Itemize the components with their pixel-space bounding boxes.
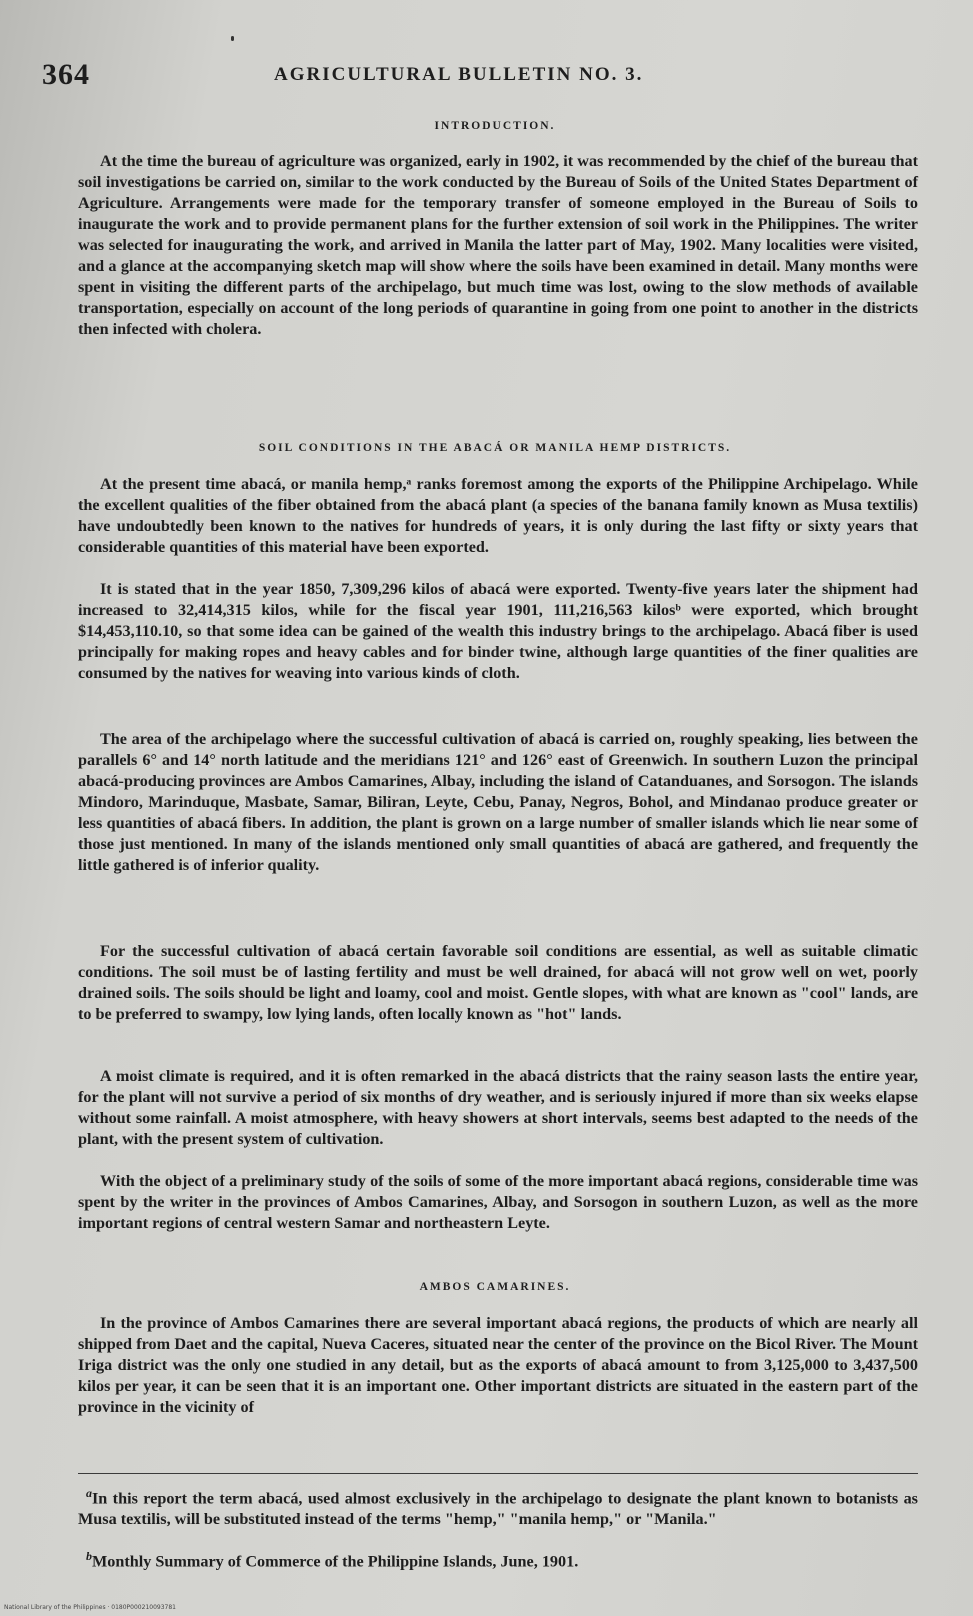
paragraph: For the successful cultivation of abacá certain favorable soil conditions are essential, as well as suitable climatic conditions. The soil must be of lasting fertility and must be well drained, for abacá will not grow well on wet, poorly drained soils. The soils should be light and loamy, cool and moist. Gentle slopes, with what are known as "cool" lands, are to be preferred to swampy, low lying lands, often locally known as "hot" lands. [78,942,918,1023]
paragraph: At the time the bureau of agriculture was organized, early in 1902, it was recommended by the chief of the bureau that soil investigations be carried on, similar to the work conducted by the Bureau of Soils of the United States Department of Agriculture. Arrangements were made for the temporary transfer of someone employed in the Bureau of Soils to inaugurate the work and to provide permanent plans for the further extension of soil work in the Philippines. The writer was selected for inaugurating the work, and arrived in Manila the latter part of May, 1902. Many localities were visited, and a glance at the accompanying sketch map will show where the soils have been examined in detail. Many months were spent in visiting the different parts of the archipelago, but much time was lost, owing to the slow methods of available transportation, especially on account of the long periods of quarantine in going from one point to another in the districts then infected with cholera. [78,152,918,338]
footnote-mark: a [86,1486,92,1500]
paragraph: The area of the archipelago where the successful cultivation of abacá is carried on, roughly speaking, lies between the parallels 6° and 14° north latitude and the meridians 121° and 126° east of Greenwich. In southern Luzon the principal abacá-producing provinces are Ambos Camarines, Albay, including the island of Catanduanes, and Sorsogon. The islands Mindoro, Marinduque, Masbate, Samar, Biliran, Leyte, Cebu, Panay, Negros, Bohol, and Mindanao produce greater or less quantities of abacá fibers. In addition, the plant is grown on a large number of smaller islands which lie near some of those just mentioned. In many of the islands mentioned only small quantities of abacá are gathered, and frequently the little gathered is of inferior quality. [78,730,918,874]
footnote-text: In this report the term abacá, used almost exclusively in the archipelago to designate the plant known to botanists as Musa textilis, will be substituted instead of the terms "hemp," "manila hemp," or "Manila." [78,1489,918,1529]
scan-credit: National Library of the Philippines · 0180P000210093781 [4,1604,176,1611]
section-heading-ambos-camarines: AMBOS CAMARINES. [419,1281,571,1293]
running-head: AGRICULTURAL BULLETIN NO. 3. [274,64,644,85]
section-heading-soil-conditions: SOIL CONDITIONS IN THE ABACÁ OR MANILA HEMP DISTRICTS. [258,442,732,454]
paragraph: With the object of a preliminary study of the soils of some of the more important abacá regions, considerable time was spent by the writer in the provinces of Ambos Camarines, Albay, and Sorsogon in southern Luzon, as well as the more important regions of central western Samar and northeastern Leyte. [78,1172,918,1232]
page-header [42,58,942,92]
page-number: 364 [42,58,90,91]
footnote-mark: b [86,1549,92,1563]
paragraph: A moist climate is required, and it is often remarked in the abacá districts that the rainy season lasts the entire year, for the plant will not survive a period of six months of dry weather, and is seriously injured if more than six weeks elapse without some rainfall. A moist atmosphere, with heavy showers at short intervals, seems best adapted to the needs of the plant, with the present system of cultivation. [78,1067,918,1148]
footnote-a [78,1483,918,1530]
paragraph: In the province of Ambos Camarines there are several important abacá regions, the products of which are nearly all shipped from Daet and the capital, Nueva Caceres, situated near the center of the province on the Bicol River. The Mount Iriga district was the only one studied in any detail, but as the exports of abacá amount to from 3,125,000 to 3,437,500 kilos per year, it can be seen that it is an important one. Other important districts are situated in the eastern part of the province in the vicinity of [78,1314,918,1416]
footnote-rule [78,1473,918,1474]
section-heading-introduction: INTRODUCTION. [434,120,556,132]
footnote-text: Monthly Summary of Commerce of the Philippine Islands, June, 1901. [92,1552,579,1571]
paragraph: At the present time abacá, or manila hemp,ᵃ ranks foremost among the exports of the Philippine Archipelago. While the excellent qualities of the fiber obtained from the abacá plant (a species of the banana family known as Musa textilis) have undoubtedly been known to the natives for hundreds of years, it is only during the last fifty or sixty years that considerable quantities of this material have been exported. [78,475,918,556]
scan-speck [231,36,234,41]
paragraph: It is stated that in the year 1850, 7,309,296 kilos of abacá were exported. Twenty-five years later the shipment had increased to 32,414,315 kilos, while for the fiscal year 1901, 111,216,563 kilosᵇ were exported, which brought $14,453,110.10, so that some idea can be gained of the wealth this industry brings to the archipelago. Abacá fiber is used principally for making ropes and heavy cables and for binder twine, although large quantities of the finer qualities are consumed by the natives for weaving into various kinds of cloth. [78,580,918,682]
footnote-b [78,1546,918,1572]
